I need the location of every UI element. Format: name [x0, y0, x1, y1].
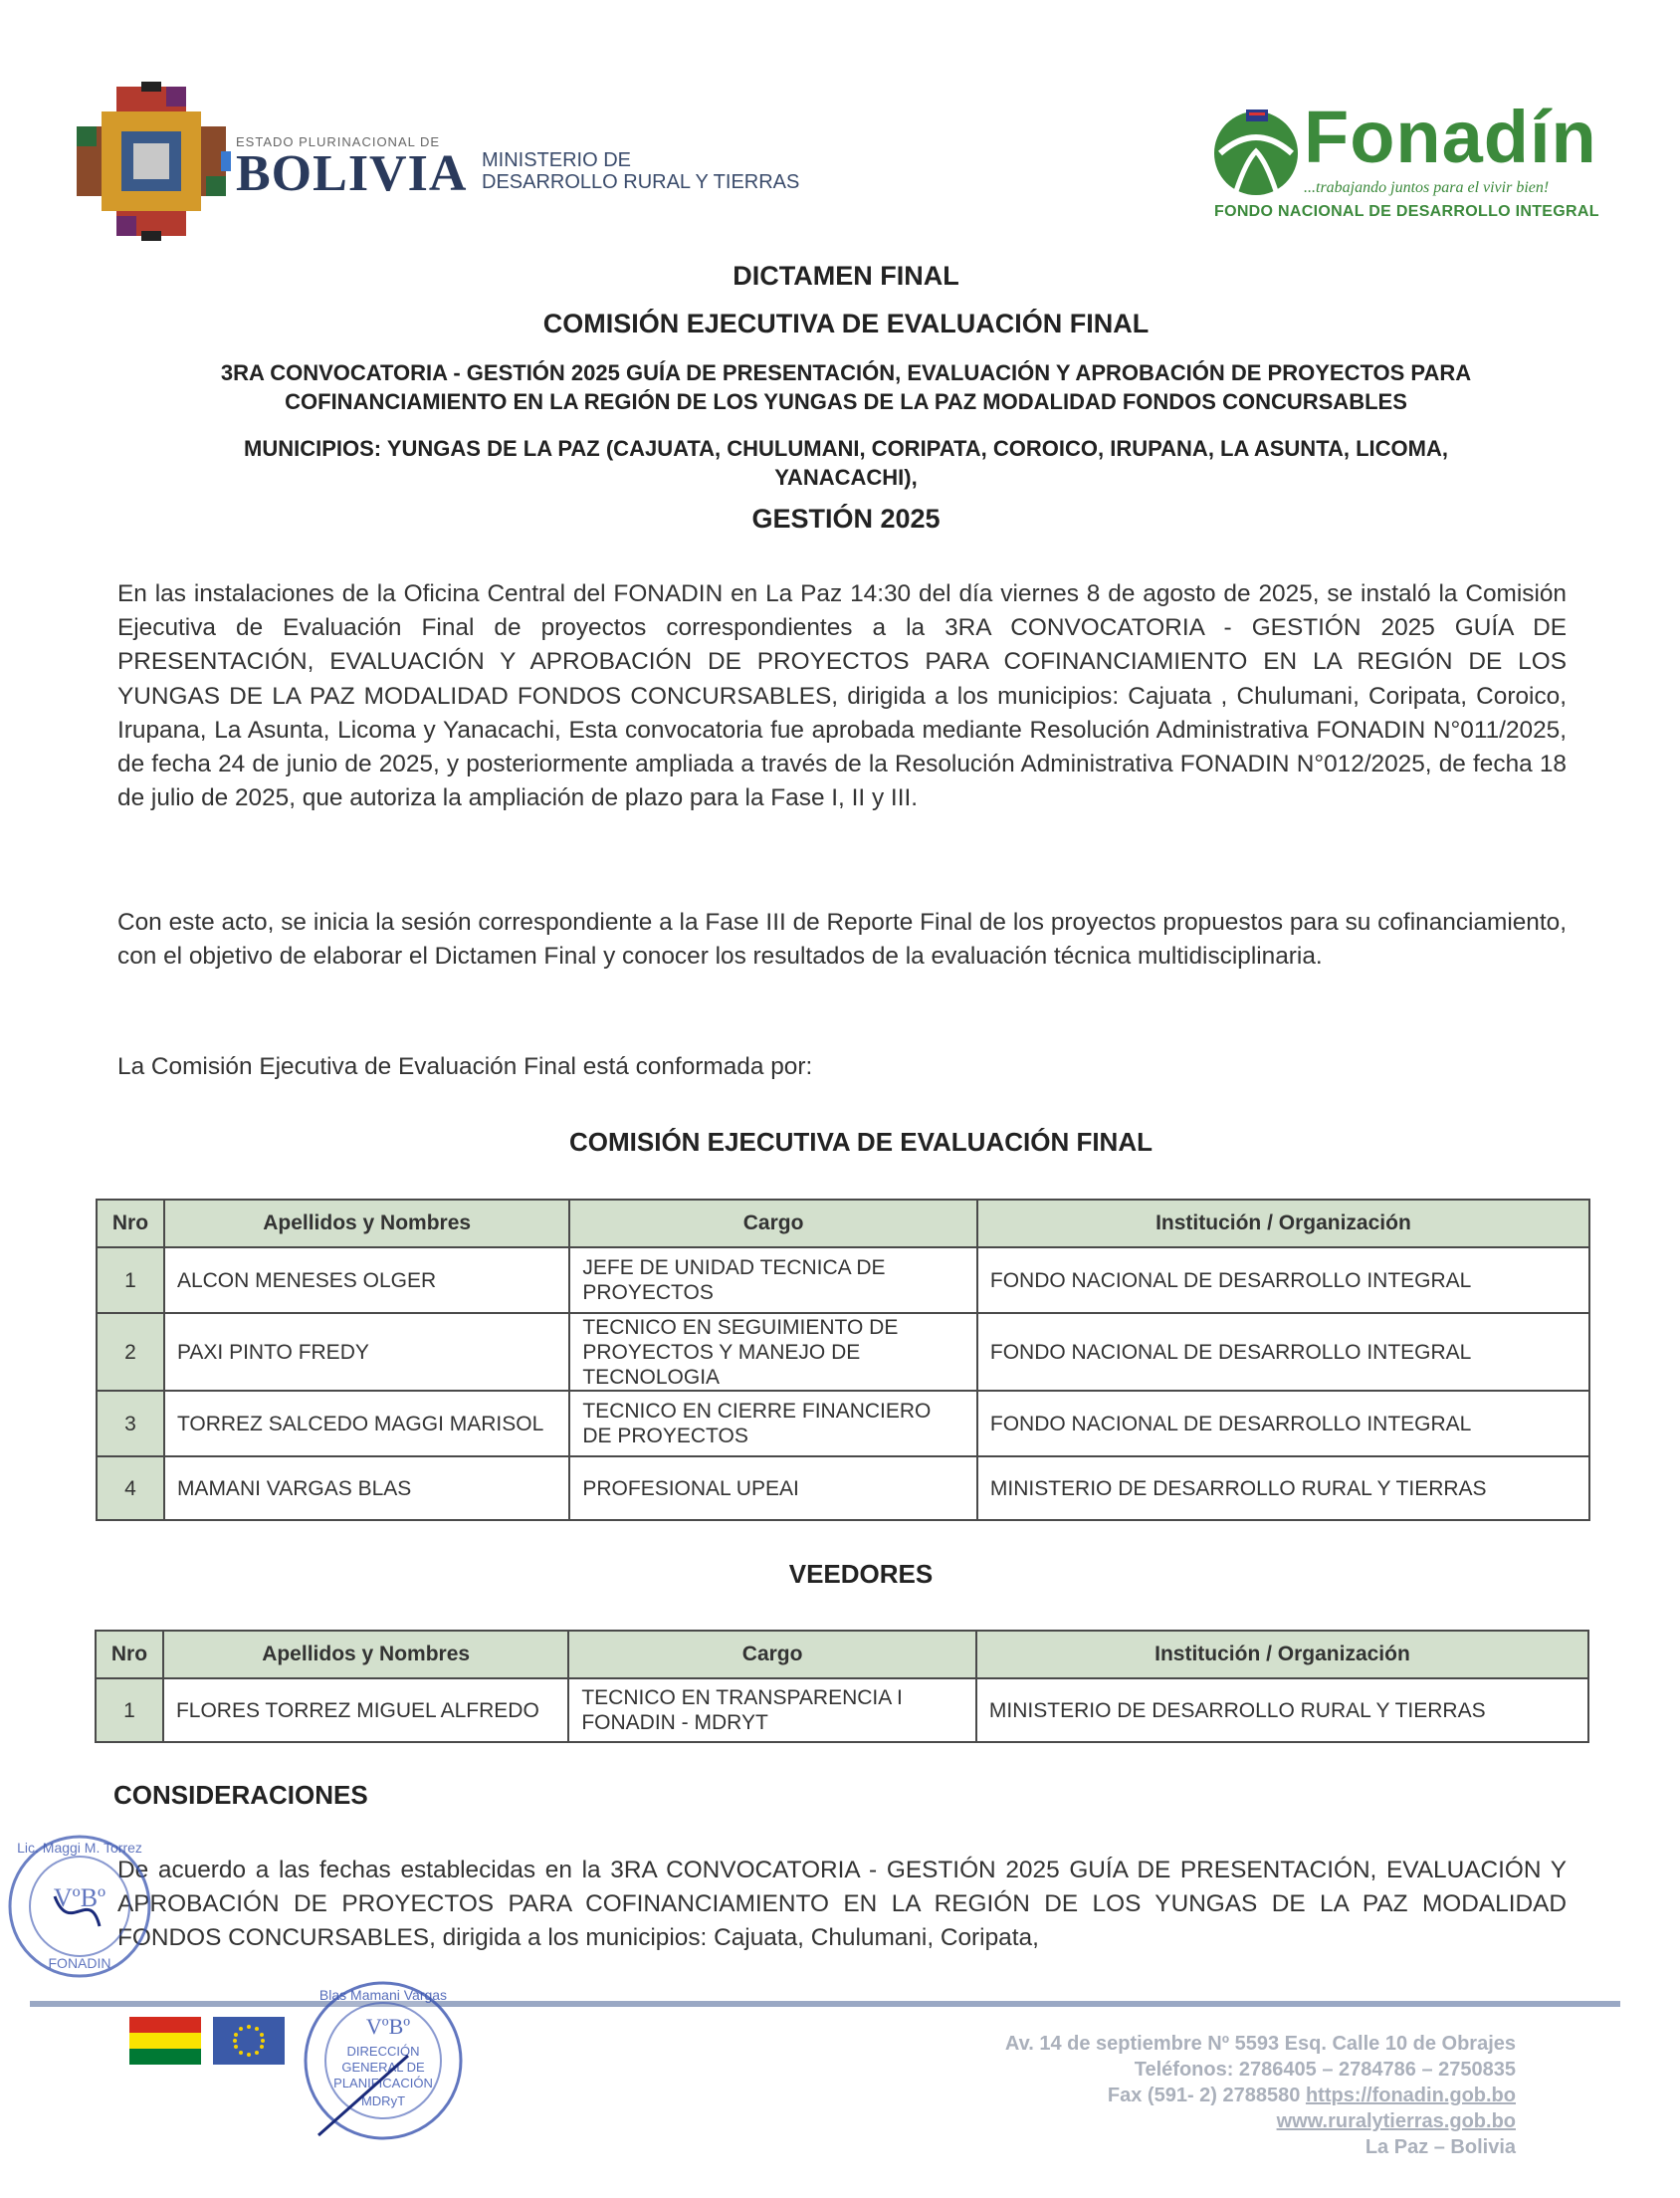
convocatoria-line2: COFINANCIAMIENTO EN LA REGIÓN DE LOS YUNGAS DE LA PAZ MODALIDAD FONDOS CONCURSABLES [285, 389, 1407, 414]
comision-table [96, 1199, 1590, 1521]
footer-address [1005, 2031, 1516, 2160]
cell-institucion: FONDO NACIONAL DE DESARROLLO INTEGRAL [977, 1247, 1589, 1313]
stamp1-org: FONADIN [48, 1955, 111, 1971]
footer-ruraly-link[interactable]: www.ruralytierras.gob.bo [1276, 2110, 1516, 2132]
fonadin-globe-logo [1206, 102, 1306, 201]
footer-divider [30, 2001, 1620, 2007]
ministerio-line2: DESARROLLO RURAL Y TIERRAS [482, 171, 800, 193]
stamp1-vobo: VºBº [53, 1883, 106, 1912]
cell-cargo: JEFE DE UNIDAD TECNICA DE PROYECTOS [569, 1247, 977, 1313]
municipios-line2: YANACACHI), [774, 465, 918, 490]
header-cargo: Cargo [569, 1200, 977, 1247]
stamp1-name: Lic. Maggi M. Torrez [17, 1840, 142, 1856]
header-cargo: Cargo [568, 1631, 976, 1678]
cell-nombre: MAMANI VARGAS BLAS [164, 1456, 569, 1520]
bolivia-small-text: ESTADO PLURINACIONAL DE [236, 134, 441, 149]
veedores-section-title: VEEDORES [788, 1559, 934, 1589]
paragraph-session: Con este acto, se inicia la sesión correspondiente a la Fase III de Reporte Final de los proyectos propuestos para su cofinanciamiento, con el objetivo de elaborar el Dictamen Final y conocer los resultados de la evaluación técnica multidisciplinaria. [117, 909, 1567, 971]
cell-nombre: ALCON MENESES OLGER [164, 1247, 569, 1313]
bolivia-flag-icon [129, 2017, 201, 2065]
municipios-line1: MUNICIPIOS: YUNGAS DE LA PAZ (CAJUATA, CHULUMANI, CORIPATA, COROICO, IRUPANA, LA ASUNTA, LICOMA, [244, 436, 1448, 461]
footer-fax: Fax (591- 2) 2788580 [1107, 2085, 1306, 2106]
eu-flag-icon [213, 2017, 285, 2065]
fonadin-fullname: FONDO NACIONAL DE DESARROLLO INTEGRAL [1214, 203, 1599, 220]
bolivia-emblem-logo [72, 82, 231, 241]
header-nombres: Apellidos y Nombres [163, 1631, 568, 1678]
comision-header-row [97, 1200, 1589, 1247]
municipios-title [100, 434, 1592, 492]
fonadin-tagline: ...trabajando juntos para el vivir bien! [1304, 179, 1550, 196]
cell-cargo: TECNICO EN TRANSPARENCIA I FONADIN - MDRYT [568, 1678, 976, 1742]
cell-institucion: FONDO NACIONAL DE DESARROLLO INTEGRAL [977, 1391, 1589, 1456]
stamp2-org2: GENERAL DE [341, 2060, 425, 2075]
gestion-title: GESTIÓN 2025 [751, 504, 941, 534]
document-title: DICTAMEN FINAL [733, 261, 959, 291]
cell-cargo: TECNICO EN SEGUIMIENTO DE PROYECTOS Y MANEJO DE TECNOLOGIA [569, 1313, 977, 1391]
cell-institucion: MINISTERIO DE DESARROLLO RURAL Y TIERRAS [976, 1678, 1588, 1742]
bolivia-wordmark [236, 134, 468, 202]
cell-cargo: PROFESIONAL UPEAI [569, 1456, 977, 1520]
cell-nombre: TORREZ SALCEDO MAGGI MARISOL [164, 1391, 569, 1456]
paragraph-intro: En las instalaciones de la Oficina Central del FONADIN en La Paz 14:30 del día viernes 8 de agosto de 2025, se instaló la Comisión Ejecutiva de Evaluación Final de proyectos correspondientes a la 3RA CONVOCATORIA - GESTIÓN 2025 GUÍA DE PRESENTACIÓN, EVALUACIÓN Y APROBACIÓN DE PROYECTOS PARA COFINANCIAMIENTO EN LA REGIÓN DE LOS YUNGAS DE LA PAZ MODALIDAD FONDOS CONCURSABLES, dirigida a los municipios: Cajuata , Chulumani, Coripata, Coroico, Irupana, La Asunta, Licoma y Yanacachi, Esta convocatoria fue aprobada mediante Resolución Administrativa FONADIN N°011/2025, de fecha 24 de junio de 2025, y posteriormente ampliada a través de la Resolución Administrativa FONADIN N°012/2025, de fecha 18 de julio de 2025, que autoriza la ampliación de plazo para la Fase I, II y III. [117, 580, 1567, 812]
footer-line2: Teléfonos: 2786405 – 2784786 – 2750835 [1134, 2059, 1516, 2081]
veedores-table [95, 1630, 1589, 1743]
cell-nro: 1 [96, 1678, 163, 1742]
cell-institucion: FONDO NACIONAL DE DESARROLLO INTEGRAL [977, 1313, 1589, 1391]
cell-nombre: PAXI PINTO FREDY [164, 1313, 569, 1391]
cell-nro: 4 [97, 1456, 164, 1520]
table-row [97, 1247, 1589, 1313]
footer-line1: Av. 14 de septiembre Nº 5593 Esq. Calle 10 de Obrajes [1004, 2033, 1516, 2055]
paragraph-consideraciones: De acuerdo a las fechas establecidas en la 3RA CONVOCATORIA - GESTIÓN 2025 GUÍA DE PRESENTACIÓN, EVALUACIÓN Y APROBACIÓN DE PROYECTOS PARA COFINANCIAMIENTO EN LA REGIÓN DE LOS YUNGAS DE LA PAZ MODALIDAD FONDOS CONCURSABLES, dirigida a los municipios: Cajuata, Chulumani, Coripata, [117, 1857, 1567, 1952]
header-nombres: Apellidos y Nombres [164, 1200, 569, 1247]
comision-section-title: COMISIÓN EJECUTIVA DE EVALUACIÓN FINAL [569, 1127, 1153, 1157]
veedores-header-row [96, 1631, 1588, 1678]
footer-fonadin-link[interactable]: https://fonadin.gob.bo [1305, 2085, 1516, 2106]
cell-nro: 3 [97, 1391, 164, 1456]
stamp2-vobo: VºBº [365, 2014, 411, 2039]
convocatoria-line1: 3RA CONVOCATORIA - GESTIÓN 2025 GUÍA DE PRESENTACIÓN, EVALUACIÓN Y APROBACIÓN DE PROYECTOS PARA [220, 360, 1472, 385]
table-row [97, 1313, 1589, 1391]
cell-nro: 1 [97, 1247, 164, 1313]
cell-nombre: FLORES TORREZ MIGUEL ALFREDO [163, 1678, 568, 1742]
ministerio-line1: MINISTERIO DE [482, 149, 632, 171]
table-row [97, 1456, 1589, 1520]
stamp2-org4: MDRyT [360, 2093, 406, 2108]
ministerio-label [482, 149, 799, 193]
footer-line3 [1005, 2083, 1516, 2108]
cell-cargo: TECNICO EN CIERRE FINANCIERO DE PROYECTOS [569, 1391, 977, 1456]
paragraph-conformada: La Comisión Ejecutiva de Evaluación Final está conformada por: [117, 1053, 813, 1080]
cell-nro: 2 [97, 1313, 164, 1391]
stamp2-name: Blas Mamani Vargas [318, 1987, 448, 2003]
stamp2-org1: DIRECCIÓN [346, 2044, 420, 2059]
footer-city: La Paz – Bolivia [1365, 2136, 1516, 2158]
table-row [96, 1678, 1588, 1742]
bolivia-big-text: BOLIVIA [236, 145, 468, 202]
stamp2-org3: PLANIFICACIÓN [333, 2076, 433, 2090]
cell-institucion: MINISTERIO DE DESARROLLO RURAL Y TIERRAS [977, 1456, 1589, 1520]
stamp-vobo-planificacion [299, 1976, 468, 2145]
convocatoria-title [100, 358, 1592, 416]
fonadin-wordmark: Fonadín [1304, 96, 1597, 178]
document-subtitle: COMISIÓN EJECUTIVA DE EVALUACIÓN FINAL [542, 309, 1150, 338]
table-row [97, 1391, 1589, 1456]
header-nro: Nro [97, 1200, 164, 1247]
stamp-vobo-fonadin [0, 1827, 159, 1986]
consideraciones-heading: CONSIDERACIONES [113, 1780, 368, 1810]
header-institucion: Institución / Organización [976, 1631, 1588, 1678]
header-institucion: Institución / Organización [977, 1200, 1589, 1247]
header-nro: Nro [96, 1631, 163, 1678]
